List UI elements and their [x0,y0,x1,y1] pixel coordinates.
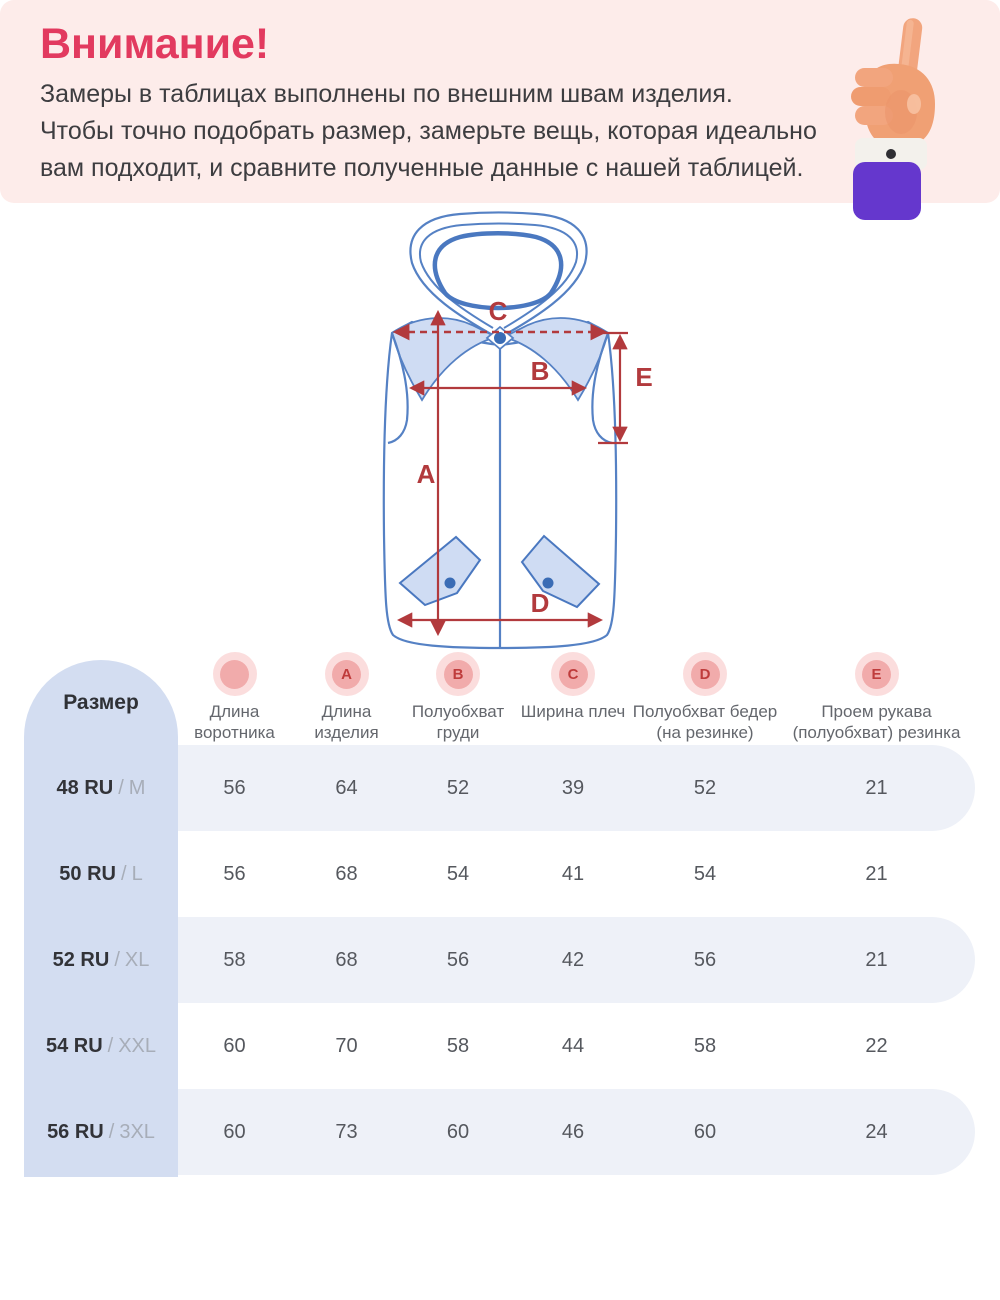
size-label [24,1089,178,1175]
measure-badge-halo [551,652,595,696]
column-header-collar [178,652,291,743]
table-row [178,831,975,917]
cell-value: 60 [223,1034,246,1057]
banner-title: Внимание! [40,20,270,68]
cell-value: 22 [865,1034,888,1057]
collar-button [494,332,506,344]
cell-value: 41 [561,862,585,885]
cell-value: 56 [223,776,246,799]
left-pocket-button [445,578,456,589]
cell-value: 68 [335,862,358,885]
cell-value: 54 [693,862,717,885]
cell-value: 60 [693,1120,717,1143]
measure-badge-c: C [559,660,588,689]
size-intl: L [131,862,143,885]
banner-line-3: вам подходит, и сравните полученные данные с нашей таблицей. [40,154,804,182]
size-ru: 54 RU [45,1034,103,1057]
measure-badge-b: B [444,660,473,689]
table-row [178,745,975,831]
cell-value: 52 [446,776,470,799]
cell-value: 58 [446,1034,470,1057]
table-columns-header [178,652,975,743]
column-header-armhole [778,652,975,743]
measure-badge-halo [436,652,480,696]
size-separator: / [118,776,124,799]
cell-value: 56 [446,948,470,971]
vest-diagram [360,205,660,655]
measure-label-B: B [530,356,550,386]
measure-badge-d: D [691,660,720,689]
size-ru: 48 RU [56,776,114,799]
cell-value: 56 [693,948,717,971]
column-label: Полуобхват бедер (на резинке) [632,702,778,742]
cell-value: 56 [223,862,246,885]
size-ru: 56 RU [47,1120,104,1143]
size-label [24,831,178,917]
cell-value: 24 [865,1120,888,1143]
size-separator: / [107,1034,114,1057]
cell-value: 58 [693,1034,717,1057]
column-label: Полуобхват груди [411,702,505,742]
size-separator: / [108,1120,115,1143]
right-pocket-button [543,578,554,589]
measure-badge [220,660,249,689]
cell-value: 52 [693,776,717,799]
size-ru: 52 RU [52,948,110,971]
size-intl: XL [124,948,150,971]
measure-label-D: D [530,588,550,618]
cell-value: 60 [446,1120,470,1143]
column-header-length [291,652,402,743]
measure-label-A: A [416,459,436,489]
size-label [24,745,178,831]
banner-line-2: Чтобы точно подобрать размер, замерьте вещь, которая идеально [40,117,817,145]
size-intl: XXL [118,1034,157,1057]
column-header-hips [632,652,778,743]
cell-value: 64 [335,776,358,799]
cell-value: 21 [865,948,888,971]
measure-badge-e: E [862,660,891,689]
column-label: Проем рукава (полуобхват) резинка [792,702,961,742]
column-header-chest [402,652,514,743]
measure-badge-halo [213,652,257,696]
measure-badge-halo [325,652,369,696]
cell-value: 60 [223,1120,246,1143]
table-row [178,1003,975,1089]
cell-value: 39 [561,776,585,799]
size-ru: 50 RU [59,862,116,885]
measure-label-C: C [488,296,508,326]
size-separator: / [121,862,127,885]
cell-value: 58 [223,948,246,971]
cell-value: 73 [335,1120,358,1143]
cell-value: 21 [865,862,888,885]
column-label: Длина воротника [194,702,275,742]
size-label [24,1003,178,1089]
column-label: Длина изделия [314,702,379,742]
cell-value: 21 [865,776,888,799]
measure-label-E: E [635,362,653,392]
pointing-hand-icon [843,12,948,220]
size-separator: / [114,948,120,971]
cell-value: 54 [446,862,470,885]
measure-badge-a: A [332,660,361,689]
cell-value: 68 [335,948,358,971]
cell-value: 42 [561,948,585,971]
size-column-header: Размер [63,690,139,714]
banner-text [40,76,817,187]
size-intl: 3XL [119,1120,155,1143]
table-row [178,917,975,1003]
column-header-shoulders [514,652,632,743]
cell-value: 46 [561,1120,585,1143]
table-row [178,1089,975,1175]
size-label [24,917,178,1003]
banner-line-1: Замеры в таблицах выполнены по внешним швам изделия. [40,80,733,108]
measure-badge-halo [683,652,727,696]
measure-badge-halo [855,652,899,696]
cell-value: 44 [561,1034,585,1057]
size-intl: M [128,776,146,799]
cell-value: 70 [335,1034,358,1057]
column-label: Ширина плеч [520,702,626,721]
